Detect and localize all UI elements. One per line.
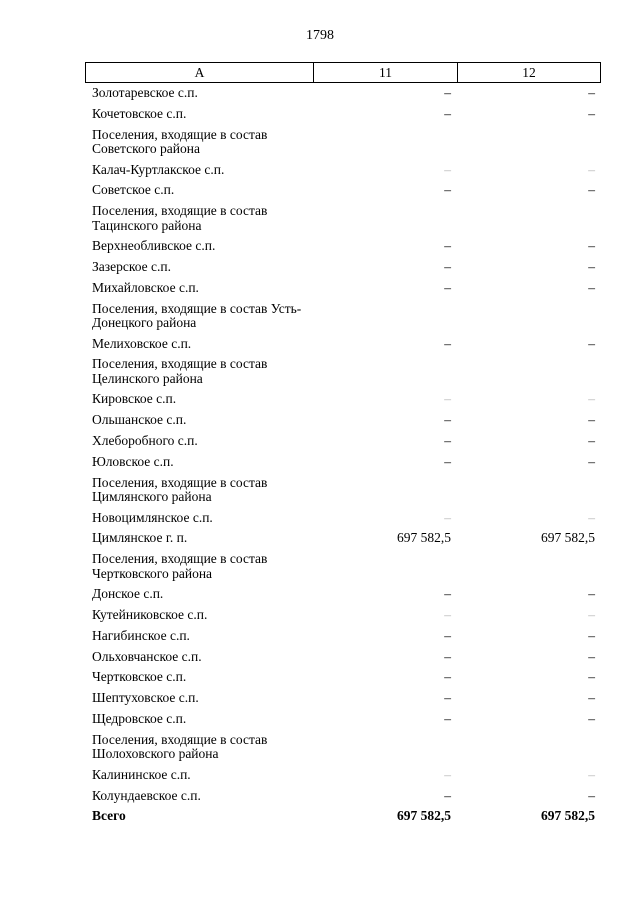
group-heading-row <box>85 125 601 160</box>
empty-value-dash: – <box>588 391 595 407</box>
table-row <box>85 605 601 626</box>
table-row <box>85 528 601 549</box>
row-label: Новоцимлянское с.п. <box>92 509 213 525</box>
table-row <box>85 667 601 688</box>
cell-col-11 <box>313 107 457 122</box>
empty-value-dash: – <box>444 432 451 448</box>
cell-col-12 <box>457 86 601 101</box>
header-col-a: А <box>86 63 314 82</box>
empty-value-dash: – <box>588 238 595 254</box>
empty-value-dash: – <box>444 182 451 198</box>
row-label: Калач-Куртлакское с.п. <box>92 161 225 177</box>
row-label: Ольховчанское с.п. <box>92 648 202 664</box>
cell-col-12 <box>457 608 601 623</box>
empty-value-dash: – <box>444 766 451 782</box>
cell-col-11 <box>313 239 457 254</box>
table-header <box>85 62 601 83</box>
cell-col-11 <box>313 434 457 449</box>
cell-col-11 <box>313 183 457 198</box>
cell-col-11 <box>313 163 457 178</box>
row-label: Юловское с.п. <box>92 453 174 469</box>
row-label: Поселения, входящие в состав Целинского района <box>92 356 268 386</box>
cell-col-11: 697 582,5 <box>397 808 451 824</box>
empty-value-dash: – <box>444 412 451 428</box>
table-row <box>85 236 601 257</box>
empty-value-dash: – <box>588 161 595 177</box>
empty-value-dash: – <box>588 766 595 782</box>
row-label: Мелиховское с.п. <box>92 335 192 351</box>
empty-value-dash: – <box>588 335 595 351</box>
group-heading-row <box>85 299 601 334</box>
empty-value-dash: – <box>444 648 451 664</box>
empty-value-dash: – <box>444 787 451 803</box>
empty-value-dash: – <box>588 432 595 448</box>
empty-value-dash: – <box>444 105 451 121</box>
cell-col-11 <box>313 768 457 783</box>
cell-col-11 <box>313 691 457 706</box>
empty-value-dash: – <box>444 238 451 254</box>
empty-value-dash: – <box>444 161 451 177</box>
cell-col-12 <box>457 163 601 178</box>
empty-value-dash: – <box>444 710 451 726</box>
empty-value-dash: – <box>588 258 595 274</box>
empty-value-dash: – <box>588 279 595 295</box>
empty-value-dash: – <box>444 85 451 100</box>
cell-col-11 <box>313 392 457 407</box>
empty-value-dash: – <box>444 335 451 351</box>
table-row <box>85 257 601 278</box>
table-row <box>85 431 601 452</box>
row-label: Михайловское с.п. <box>92 279 199 295</box>
empty-value-dash: – <box>444 690 451 706</box>
empty-value-dash: – <box>444 606 451 622</box>
cell-col-12 <box>457 587 601 602</box>
total-row <box>85 806 601 827</box>
table-row <box>85 180 601 201</box>
row-label: Поселения, входящие в состав Усть-Донецкого района <box>92 300 302 331</box>
row-label: Донское с.п. <box>92 586 164 602</box>
cell-col-12 <box>457 434 601 449</box>
table-row <box>85 334 601 355</box>
row-label: Кировское с.п. <box>92 391 177 407</box>
cell-col-11 <box>313 587 457 602</box>
row-label: Цимлянское г. п. <box>92 530 188 546</box>
empty-value-dash: – <box>588 710 595 726</box>
group-heading-row <box>85 730 601 765</box>
empty-value-dash: – <box>588 606 595 622</box>
cell-col-12 <box>457 239 601 254</box>
cell-col-11 <box>313 650 457 665</box>
cell-col-11 <box>313 337 457 352</box>
row-label: Зазерское с.п. <box>92 258 171 274</box>
row-label: Кочетовское с.п. <box>92 105 187 121</box>
empty-value-dash: – <box>444 258 451 274</box>
table-row <box>85 278 601 299</box>
row-label: Шептуховское с.п. <box>92 690 199 706</box>
table-row <box>85 160 601 181</box>
cell-col-11 <box>313 455 457 470</box>
empty-value-dash: – <box>444 627 451 643</box>
cell-col-11 <box>313 413 457 428</box>
empty-value-dash: – <box>588 105 595 121</box>
empty-value-dash: – <box>444 279 451 295</box>
cell-col-12 <box>457 650 601 665</box>
row-label: Советское с.п. <box>92 182 175 198</box>
row-label: Поселения, входящие в состав Шолоховского района <box>92 731 268 762</box>
empty-value-dash: – <box>588 453 595 469</box>
table-row <box>85 765 601 786</box>
cell-col-11 <box>313 629 457 644</box>
row-label: Щедровское с.п. <box>92 710 187 726</box>
header-col-11: 11 <box>314 63 458 82</box>
cell-col-12 <box>457 712 601 727</box>
empty-value-dash: – <box>588 85 595 100</box>
cell-col-11 <box>313 281 457 296</box>
table-row <box>85 647 601 668</box>
cell-col-12 <box>457 768 601 783</box>
cell-col-12 <box>457 183 601 198</box>
empty-value-dash: – <box>588 669 595 685</box>
empty-value-dash: – <box>444 453 451 469</box>
row-label: Чертковское с.п. <box>92 669 187 685</box>
table-row <box>85 786 601 807</box>
page-number: 1798 <box>306 28 334 43</box>
table-row <box>85 104 601 125</box>
table-row <box>85 688 601 709</box>
cell-col-12 <box>457 281 601 296</box>
cell-col-12: 697 582,5 <box>541 808 595 824</box>
cell-col-12 <box>457 455 601 470</box>
empty-value-dash: – <box>588 412 595 428</box>
header-col-12: 12 <box>522 64 536 80</box>
cell-col-12 <box>457 629 601 644</box>
cell-col-12 <box>457 392 601 407</box>
cell-col-11: 697 582,5 <box>397 530 451 546</box>
cell-col-11 <box>313 712 457 727</box>
row-label: Хлеборобного с.п. <box>92 432 198 448</box>
table-row <box>85 709 601 730</box>
empty-value-dash: – <box>444 669 451 685</box>
table-row <box>85 508 601 529</box>
group-heading-row <box>85 354 601 389</box>
table-row <box>85 626 601 647</box>
cell-col-11 <box>313 260 457 275</box>
cell-col-12: 697 582,5 <box>541 530 595 546</box>
group-heading-row <box>85 201 601 236</box>
table-body <box>85 83 601 827</box>
row-label: Поселения, входящие в состав Цимлянского района <box>92 474 268 505</box>
table-row <box>85 452 601 473</box>
cell-col-12 <box>457 511 601 526</box>
empty-value-dash: – <box>444 586 451 602</box>
empty-value-dash: – <box>588 509 595 525</box>
cell-col-11 <box>313 86 457 101</box>
cell-col-12 <box>457 260 601 275</box>
data-table <box>85 62 601 827</box>
cell-col-12 <box>457 670 601 685</box>
group-heading-row <box>85 549 601 584</box>
empty-value-dash: – <box>588 690 595 706</box>
cell-col-12 <box>457 107 601 122</box>
empty-value-dash: – <box>588 586 595 602</box>
table-row <box>85 83 601 104</box>
cell-col-12 <box>457 337 601 352</box>
row-label: Нагибинское с.п. <box>92 627 190 643</box>
empty-value-dash: – <box>588 648 595 664</box>
group-heading-row <box>85 473 601 508</box>
row-label: Золотаревское с.п. <box>92 85 198 100</box>
row-label: Ольшанское с.п. <box>92 412 187 428</box>
cell-col-12 <box>457 789 601 804</box>
cell-col-11 <box>313 789 457 804</box>
cell-col-11 <box>313 608 457 623</box>
empty-value-dash: – <box>588 182 595 198</box>
row-label: Верхнеобливское с.п. <box>92 238 216 254</box>
table-row <box>85 410 601 431</box>
row-label: Всего <box>92 808 126 824</box>
row-label: Калининское с.п. <box>92 766 191 782</box>
cell-col-11 <box>313 511 457 526</box>
empty-value-dash: – <box>588 787 595 803</box>
table-row <box>85 389 601 410</box>
row-label: Поселения, входящие в состав Чертковского района <box>92 551 268 581</box>
cell-col-12 <box>457 691 601 706</box>
cell-col-11 <box>313 670 457 685</box>
table-row <box>85 584 601 605</box>
row-label: Поселения, входящие в состав Тацинского района <box>92 203 268 233</box>
empty-value-dash: – <box>588 627 595 643</box>
row-label: Поселения, входящие в состав Советского района <box>92 126 268 157</box>
cell-col-12 <box>457 413 601 428</box>
row-label: Колундаевское с.п. <box>92 787 201 803</box>
empty-value-dash: – <box>444 391 451 407</box>
empty-value-dash: – <box>444 509 451 525</box>
row-label: Кутейниковское с.п. <box>92 606 208 622</box>
